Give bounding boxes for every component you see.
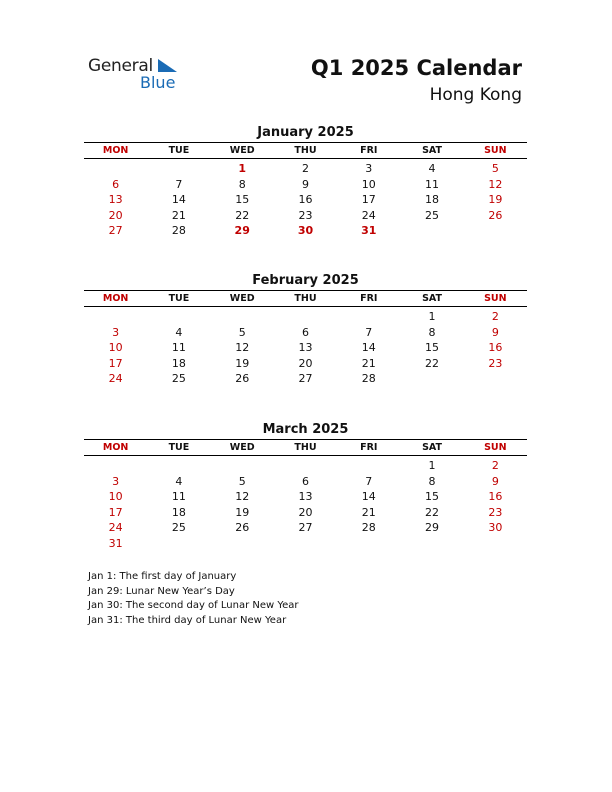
holiday-note: Jan 31: The third day of Lunar New Year (88, 614, 287, 626)
page-title: Q1 2025 Calendar (310, 56, 522, 80)
day-cell: 26 (235, 521, 250, 534)
weekday-label: THU (294, 293, 317, 304)
month-title: March 2025 (262, 422, 349, 437)
weekday-label: SAT (422, 442, 443, 453)
empty-day-cell (147, 309, 210, 325)
empty-day-cell (211, 536, 274, 552)
day-cell: 14 (361, 490, 376, 503)
day-cell: 12 (235, 341, 250, 354)
day-cell: 24 (108, 372, 123, 385)
day-cell: 4 (175, 474, 183, 488)
empty-day-cell (337, 458, 400, 474)
empty-day-cell (274, 458, 337, 474)
month-february (84, 272, 527, 387)
day-cell: 16 (488, 490, 503, 503)
empty-day-cell (84, 458, 147, 474)
empty-day-cell (274, 309, 337, 325)
week-row (84, 474, 527, 490)
empty-day-cell (464, 371, 527, 387)
weekday-label: THU (294, 442, 317, 453)
day-cell: 1 (428, 310, 436, 323)
day-cell: 2 (491, 310, 499, 323)
day-cell: 24 (108, 521, 123, 534)
day-cell: 2 (301, 162, 309, 175)
weekday-label: WED (229, 145, 255, 156)
day-cell: 18 (425, 193, 440, 206)
day-cell: 13 (298, 490, 313, 503)
day-cell: 28 (361, 521, 376, 534)
empty-day-cell (464, 223, 527, 239)
day-cell: 16 (488, 341, 503, 354)
week-row (84, 520, 527, 536)
day-cell: 19 (235, 356, 250, 370)
weekday-header (84, 142, 527, 159)
empty-day-cell (211, 309, 274, 325)
day-cell: 6 (301, 325, 309, 339)
day-cell: 15 (425, 341, 440, 354)
weekday-label: TUE (168, 293, 190, 304)
day-cell: 22 (425, 505, 440, 519)
day-cell: 16 (298, 193, 313, 206)
day-cell: 19 (235, 505, 250, 519)
day-cell: 10 (361, 177, 376, 191)
day-cell: 7 (365, 325, 373, 339)
day-cell: 17 (108, 505, 123, 519)
day-cell: 4 (175, 325, 183, 339)
day-cell: 17 (108, 356, 123, 370)
day-cell: 7 (365, 474, 373, 488)
weekday-label: MON (102, 293, 129, 304)
week-row (84, 505, 527, 521)
day-cell: 28 (171, 224, 186, 237)
week-row (84, 356, 527, 372)
weekday-label: FRI (360, 145, 378, 156)
day-cell: 3 (112, 325, 120, 339)
holiday-note: Jan 1: The first day of January (88, 571, 237, 582)
day-cell: 9 (301, 177, 309, 191)
day-cell: 25 (171, 521, 186, 534)
empty-day-cell (211, 458, 274, 474)
day-cell: 15 (425, 490, 440, 503)
brand-logo (88, 56, 188, 96)
empty-day-cell (147, 536, 210, 552)
day-cell: 10 (108, 490, 123, 503)
day-cell: 21 (361, 505, 376, 519)
empty-day-cell (84, 309, 147, 325)
day-cell: 14 (171, 193, 186, 206)
week-row (84, 340, 527, 356)
weekday-label: TUE (168, 442, 190, 453)
weekday-label: MON (102, 442, 129, 453)
day-cell: 27 (108, 224, 123, 237)
day-cell: 31 (361, 224, 377, 237)
day-cell: 5 (238, 325, 246, 339)
weekday-label: SUN (484, 442, 507, 453)
day-cell: 11 (425, 177, 440, 191)
week-row (84, 325, 527, 341)
day-cell: 13 (108, 193, 123, 206)
week-row (84, 208, 527, 224)
weekday-label: FRI (360, 442, 378, 453)
day-cell: 19 (488, 193, 503, 206)
day-cell: 13 (298, 341, 313, 354)
week-row (84, 536, 527, 552)
week-row (84, 177, 527, 193)
day-cell: 5 (491, 162, 499, 175)
day-cell: 25 (171, 372, 186, 385)
day-cell: 20 (108, 208, 123, 222)
day-cell: 9 (491, 474, 499, 488)
week-row (84, 489, 527, 505)
empty-day-cell (337, 309, 400, 325)
day-cell: 9 (491, 325, 499, 339)
month-title: February 2025 (252, 273, 359, 288)
day-cell: 23 (488, 505, 503, 519)
weekday-label: SUN (484, 293, 507, 304)
weekday-header (84, 290, 527, 307)
empty-day-cell (147, 458, 210, 474)
week-row (84, 458, 527, 474)
day-cell: 6 (301, 474, 309, 488)
day-cell: 27 (298, 372, 313, 385)
day-cell: 5 (238, 474, 246, 488)
logo-flag-icon (158, 59, 177, 72)
week-row (84, 309, 527, 325)
day-cell: 1 (238, 162, 247, 175)
empty-day-cell (464, 536, 527, 552)
logo-general-text: General (88, 56, 153, 76)
day-cell: 3 (365, 162, 373, 175)
day-cell: 8 (428, 474, 436, 488)
empty-day-cell (400, 371, 463, 387)
day-cell: 4 (428, 162, 436, 175)
day-cell: 6 (112, 177, 120, 191)
month-title: January 2025 (257, 125, 354, 140)
weekday-label: MON (102, 145, 129, 156)
day-cell: 2 (491, 459, 499, 472)
day-cell: 23 (488, 356, 503, 370)
weekday-label: WED (229, 293, 255, 304)
day-cell: 27 (298, 521, 313, 534)
day-cell: 10 (108, 341, 123, 354)
weekday-label: SAT (422, 145, 443, 156)
day-cell: 22 (425, 356, 440, 370)
week-row (84, 161, 527, 177)
day-cell: 18 (171, 356, 186, 370)
weekday-label: THU (294, 145, 317, 156)
empty-day-cell (400, 536, 463, 552)
day-cell: 1 (428, 459, 436, 472)
week-row (84, 192, 527, 208)
day-cell: 11 (171, 341, 186, 354)
empty-day-cell (274, 536, 337, 552)
holiday-note: Jan 30: The second day of Lunar New Year (88, 600, 299, 611)
week-row (84, 371, 527, 387)
day-cell: 26 (488, 208, 503, 222)
day-cell: 7 (175, 177, 183, 191)
day-cell: 28 (361, 372, 376, 385)
day-cell: 14 (361, 341, 376, 354)
weekday-label: FRI (360, 293, 378, 304)
day-cell: 31 (108, 536, 123, 550)
holiday-note: Jan 29: Lunar New Year’s Day (88, 585, 235, 597)
day-cell: 23 (298, 208, 313, 222)
logo-blue-text: Blue (140, 73, 176, 92)
weekday-label: SUN (484, 145, 507, 156)
empty-day-cell (147, 161, 210, 177)
day-cell: 29 (234, 224, 250, 237)
day-cell: 22 (235, 208, 250, 222)
weekday-label: WED (229, 442, 255, 453)
page-subtitle: Hong Kong (429, 85, 522, 105)
day-cell: 21 (171, 208, 186, 222)
day-cell: 3 (112, 474, 120, 488)
empty-day-cell (400, 223, 463, 239)
day-cell: 12 (488, 177, 503, 191)
day-cell: 24 (361, 208, 376, 222)
month-march (84, 421, 527, 551)
day-cell: 15 (235, 193, 250, 206)
holiday-notes (88, 570, 299, 628)
day-cell: 20 (298, 505, 313, 519)
empty-day-cell (337, 536, 400, 552)
weekday-label: TUE (168, 145, 190, 156)
day-cell: 12 (235, 490, 250, 503)
day-cell: 30 (488, 521, 503, 534)
day-cell: 29 (425, 521, 440, 534)
day-cell: 11 (171, 490, 186, 503)
day-cell: 17 (361, 193, 376, 206)
weekday-label: SAT (422, 293, 443, 304)
day-cell: 8 (238, 177, 246, 191)
day-cell: 21 (361, 356, 376, 370)
day-cell: 20 (298, 356, 313, 370)
day-cell: 25 (425, 208, 440, 222)
empty-day-cell (84, 161, 147, 177)
day-cell: 18 (171, 505, 186, 519)
day-cell: 26 (235, 372, 250, 385)
weekday-header (84, 439, 527, 456)
month-january (84, 124, 527, 239)
day-cell: 30 (297, 224, 314, 237)
day-cell: 8 (428, 325, 436, 339)
week-row (84, 223, 527, 239)
